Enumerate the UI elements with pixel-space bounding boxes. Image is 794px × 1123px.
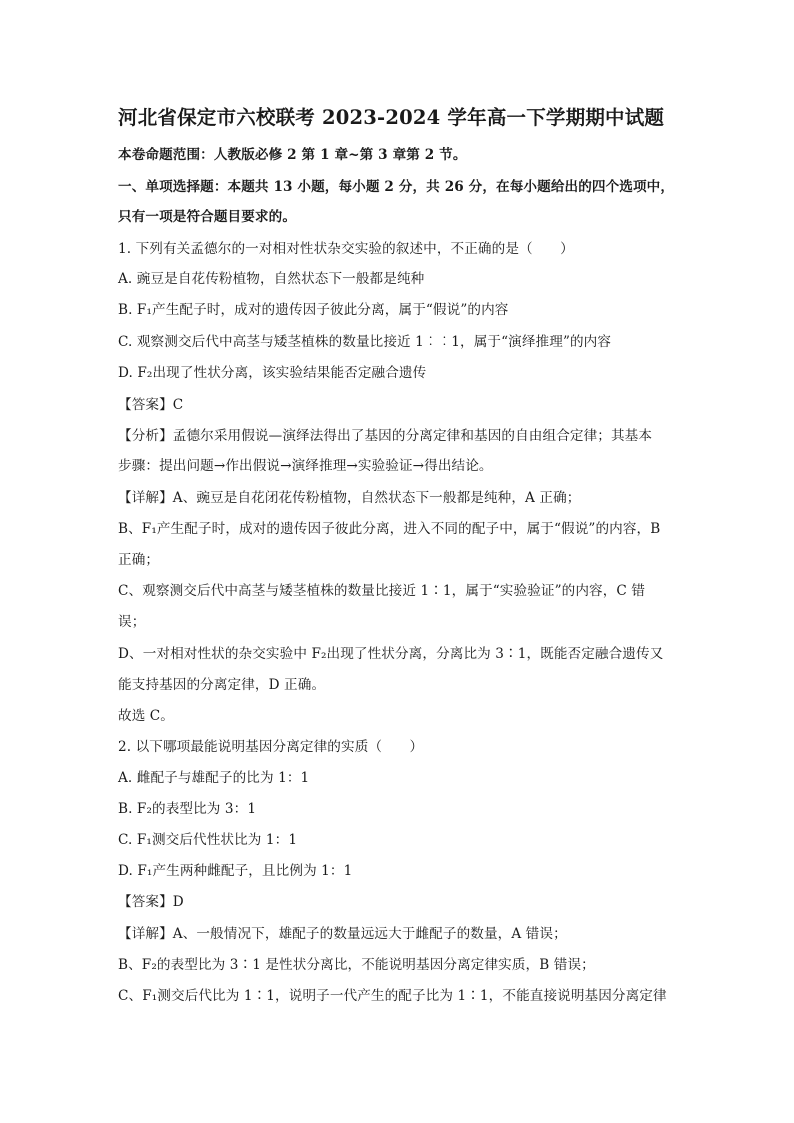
q2-option-c: C. F₁测交后代性状比为 1：1	[118, 832, 298, 848]
q1-detail-line-2: B、F₁产生配子时，成对的遗传因子彼此分离，进入不同的配子中，属于“假说”的内容，B	[118, 521, 661, 537]
q2-option-a: A. 雌配子与雄配子的比为 1：1	[118, 770, 310, 786]
q1-option-b: B. F₁产生配子时，成对的遗传因子彼此分离，属于“假说”的内容	[118, 302, 509, 318]
q2-option-d: D. F₁产生两种雌配子，且比例为 1：1	[118, 863, 353, 879]
q1-analysis-line-1: 【分析】孟德尔采用假说—演绎法得出了基因的分离定律和基因的自由组合定律；其基本	[118, 428, 653, 444]
q1-detail-line-6: D、一对相对性状的杂交实验中 F₂出现了性状分离，分离比为 3∶1，既能否定融合遗传又	[118, 646, 664, 662]
q1-detail-line-1: 【详解】A、豌豆是自花闭花传粉植物，自然状态下一般都是纯种，A 正确；	[118, 490, 581, 506]
q2-stem: 2. 以下哪项最能说明基因分离定律的实质（ ）	[118, 739, 424, 755]
q1-stem: 1. 下列有关孟德尔的一对相对性状杂交实验的叙述中，不正确的是（ ）	[118, 241, 574, 257]
q2-detail-line-1: 【详解】A、一般情况下，雄配子的数量远远大于雌配子的数量，A 错误；	[118, 926, 567, 942]
section-heading-line-1: 一、单项选择题：本题共 13 小题，每小题 2 分，共 26 分，在每小题给出的四个选项中，	[118, 179, 675, 195]
q1-option-c: C. 观察测交后代中高茎与矮茎植株的数量比接近 1︰︰1，属于“演绎推理”的内容	[118, 334, 612, 350]
q2-answer: 【答案】D	[118, 894, 184, 910]
document-title: 河北省保定市六校联考 2023-2024 学年高一下学期期中试题	[118, 106, 665, 129]
q1-analysis-line-2: 步骤：提出问题→作出假说→演绎推理→实验验证→得出结论。	[118, 458, 493, 474]
scope-note: 本卷命题范围：人教版必修 2 第 1 章~第 3 章第 2 节。	[118, 147, 467, 163]
q2-option-b: B. F₂的表型比为 3：1	[118, 801, 257, 817]
q1-detail-line-5: 误；	[118, 614, 146, 630]
q1-answer: 【答案】C	[118, 397, 184, 413]
q1-option-a: A. 豌豆是自花传粉植物，自然状态下一般都是纯种	[118, 271, 425, 287]
q1-detail-line-3: 正确；	[118, 552, 160, 568]
q1-conclusion: 故选 C。	[118, 708, 175, 724]
section-heading-line-2: 只有一项是符合题目要求的。	[118, 209, 297, 225]
q1-option-d: D. F₂出现了性状分离，该实验结果能否定融合遗传	[118, 365, 427, 381]
q2-detail-line-3: C、F₁测交后代比为 1∶1，说明子一代产生的配子比为 1∶1，不能直接说明基因分离定律	[118, 988, 667, 1004]
q2-detail-line-2: B、F₂的表型比为 3∶1 是性状分离比，不能说明基因分离定律实质，B 错误；	[118, 957, 595, 973]
q1-detail-line-7: 能支持基因的分离定律，D 正确。	[118, 677, 326, 693]
q1-detail-line-4: C、观察测交后代中高茎与矮茎植株的数量比接近 1∶1，属于“实验验证”的内容，C 错	[118, 583, 646, 599]
